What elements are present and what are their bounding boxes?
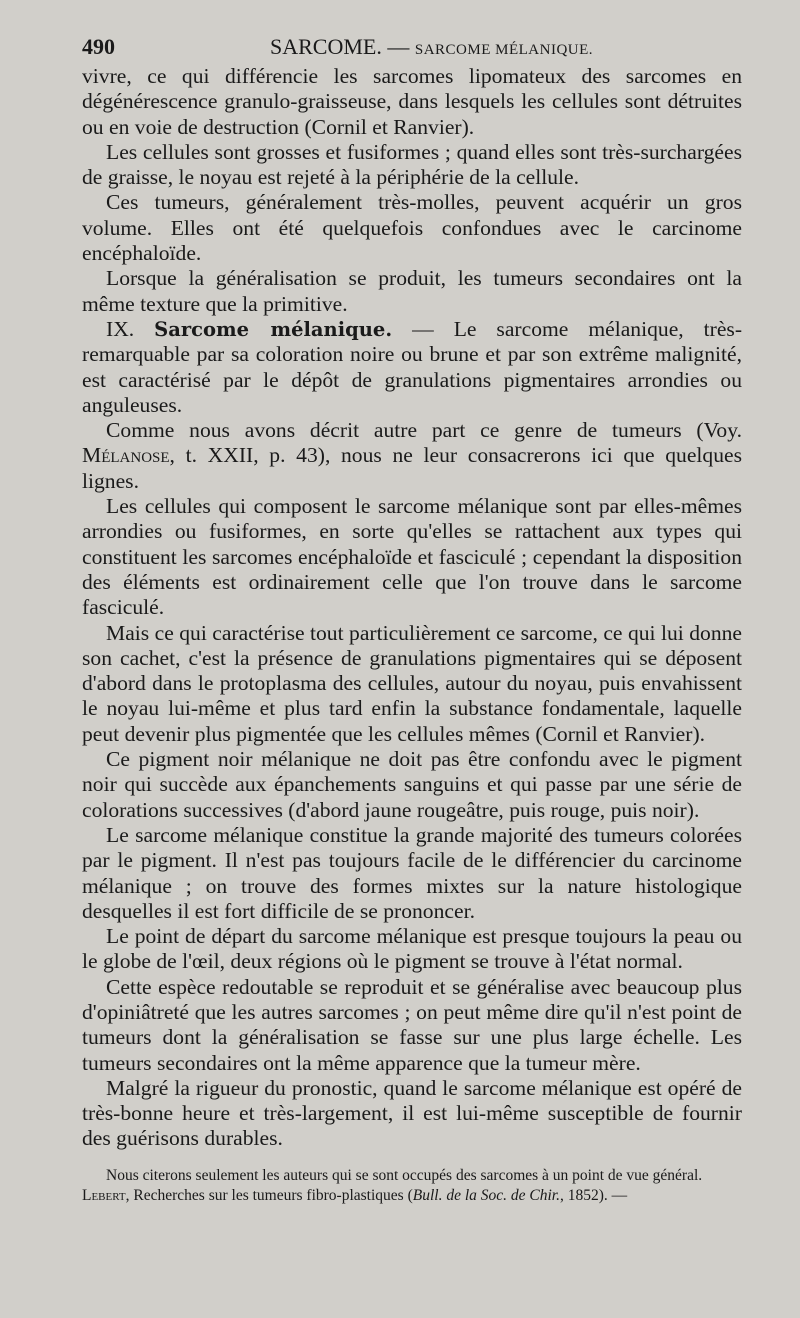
paragraph-2: Les cellules sont grosses et fusiformes ; quand elles sont très-surchargées de graisse, le noyau est rejeté à la périphérie de la cellule. xyxy=(82,139,742,190)
running-head xyxy=(82,32,742,64)
paragraph-3: Ces tumeurs, généralement très-molles, peuvent acquérir un gros volume. Elles ont été quelquefois confondues avec le carcinome encéphaloïde. xyxy=(82,190,742,266)
paragraph-13: Malgré la rigueur du pronostic, quand le sarcome mélanique est opéré de très-bonne heure et très-largement, il est lui-même susceptible de fournir des guérisons durables. xyxy=(82,1075,742,1151)
footnotes xyxy=(82,1166,742,1206)
footnote-end: , 1852). — xyxy=(560,1186,628,1204)
footnote-1: Nous citerons seulement les auteurs qui se sont occupés des sarcomes à un point de vue général. xyxy=(106,1166,703,1184)
footnote-author: Lebert xyxy=(82,1186,126,1204)
paragraph-4: Lorsque la généralisation se produit, les tumeurs secondaires ont la même texture que la primitive. xyxy=(82,266,742,316)
paragraph-6-start: Comme nous avons décrit autre part ce genre de tumeurs (Voy. xyxy=(106,418,742,443)
cross-reference: Mélanose xyxy=(82,443,170,468)
running-title-separator: — xyxy=(387,34,410,59)
paragraph-6 xyxy=(82,418,742,494)
section-heading: Sarcome mélanique. xyxy=(154,317,393,341)
paragraph-12: Cette espèce redoutable se reproduit et se généralise avec beaucoup plus d'opiniâtreté que les autres sarcomes ; on peut même dire qu'il n'est point de tumeurs dont la généralisation se fasse sur une plus large échelle. Les tumeurs secondaires ont la même apparence que la tumeur mère. xyxy=(82,974,742,1075)
footnote-2 xyxy=(82,1186,742,1206)
section-number: IX. xyxy=(106,316,135,341)
paragraph-9: Ce pigment noir mélanique ne doit pas être confondu avec le pigment noir qui succède aux épanchements sanguins et qui passe par une série de colorations successives (d'abord jaune rougeâtre, puis rouge, puis noir). xyxy=(82,747,742,822)
paragraph-8: Mais ce qui caractérise tout particulièrement ce sarcome, ce qui lui donne son cachet, c'est la présence de granulations pigmentaires qui se déposent d'abord dans le protoplasma des cellules, autour du noyau, puis envahissent le noyau lui-même et plus tard enfin la substance fondamentale, laquelle peut devenir plus pigmentée que les cellules mêmes (Cornil et Ranvier). xyxy=(82,620,742,746)
paragraph-11: Le point de départ du sarcome mélanique est presque toujours la peau ou le globe de l'œil, deux régions où le pigment se trouve à l'état normal. xyxy=(82,924,742,974)
paragraph-10: Le sarcome mélanique constitue la grande majorité des tumeurs colorées par le pigment. Il n'est pas toujours facile de le différencier du carcinome mélanique ; on trouve des formes mixtes sur la nature histologique desquelles il est fort difficile de se prononcer. xyxy=(82,822,742,923)
page-number: 490 xyxy=(82,34,115,59)
running-title xyxy=(270,34,593,60)
section-text: Le sarcome mélanique, très-remarquable par sa coloration noire ou brune et par son extrême malignité, est caractérisé par le dépôt de granulations pigmentaires arrondies ou anguleuses. xyxy=(82,316,743,417)
section-dash: — xyxy=(412,316,434,341)
paragraph-1: vivre, ce qui différencie les sarcomes lipomateux des sarcomes en dégénérescence granulo-graisseuse, dans lesquels les cellules sont détruites ou en voie de destruction (Cornil et Ranvier). xyxy=(82,64,742,139)
paragraph-7: Les cellules qui composent le sarcome mélanique sont par elles-mêmes arrondies ou fusiformes, en sorte qu'elles se rattachent aux types qui constituent les sarcomes encéphaloïde et fasciculé ; cependant la disposition des éléments est ordinairement celle que l'on trouve dans le sarcome fasciculé. xyxy=(82,494,742,620)
footnote-title: , Recherches sur les tumeurs fibro-plastiques ( xyxy=(125,1186,413,1204)
footnote-journal: Bull. de la Soc. de Chir. xyxy=(412,1186,560,1204)
paragraph-6-end: , t. XXII, p. 43), nous ne leur consacrerons ici que quelques lignes. xyxy=(82,443,742,493)
body-text xyxy=(82,64,742,1152)
paragraph-5 xyxy=(82,317,742,418)
running-title-main: SARCOME. xyxy=(270,34,382,59)
running-title-subtitle: SARCOME MÉLANIQUE. xyxy=(414,42,594,58)
